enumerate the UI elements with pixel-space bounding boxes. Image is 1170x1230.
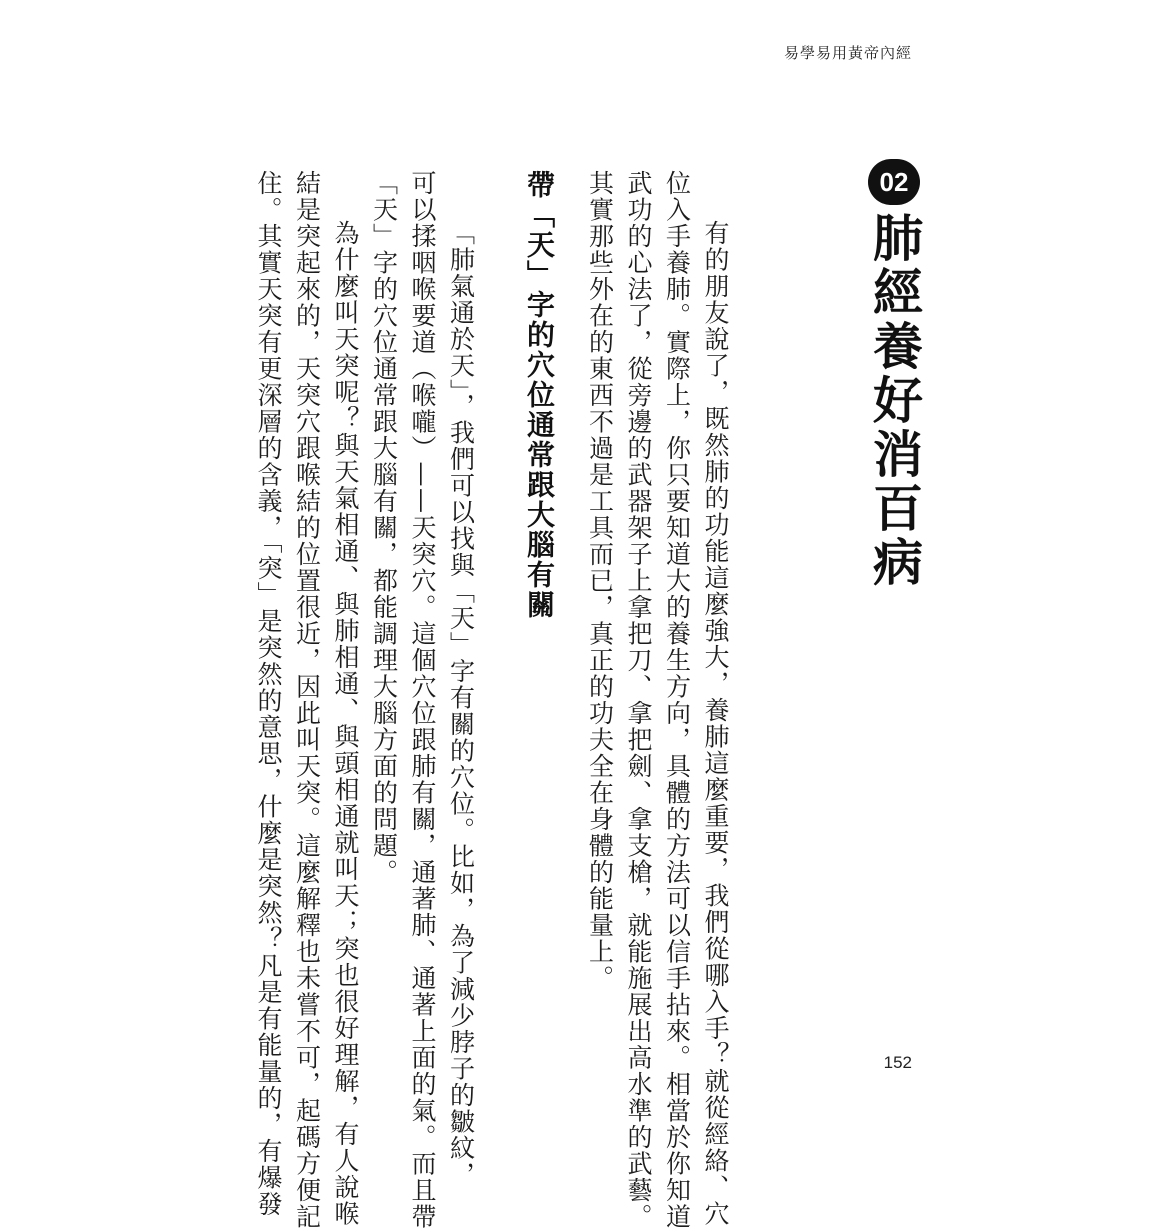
text-column: 結是突起來的，天突穴跟喉結的位置很近，因此叫天突。這麼解釋也未嘗不可，起碼方便記 bbox=[292, 170, 322, 1230]
text-column: 「肺氣通於天」，我們可以找與「天」字有關的穴位。比如，為了減少脖子的皺紋， bbox=[446, 220, 476, 1188]
running-head: 易學易用黃帝內經 bbox=[783, 44, 912, 62]
section-heading: 帶「天」字的穴位通常跟大腦有關 bbox=[523, 170, 556, 620]
text-column: 可以揉咽喉要道（喉嚨）——天突穴。這個穴位跟肺有關，通著肺、通著上面的氣。而且帶 bbox=[408, 170, 437, 1230]
chapter-number-badge: 02 bbox=[868, 159, 920, 205]
body-text bbox=[249, 170, 735, 1230]
chapter-title: 肺經養好消百病 bbox=[865, 212, 923, 590]
text-column: 住。其實天突有更深層的含義，「突」是突然的意思，什麼是突然？凡是有能量的，有爆發 bbox=[254, 170, 283, 1218]
text-column: 為什麼叫天突呢？與天氣相通、與肺相通、與頭相通就叫天；突也很好理解，有人說喉 bbox=[331, 220, 360, 1227]
text-column: 位入手養肺。實際上，你只要知道大的養生方向，具體的方法可以信手拈來。相當於你知道 bbox=[662, 170, 692, 1230]
text-column: 其實那些外在的東西不過是工具而已，真正的功夫全在身體的能量上。 bbox=[585, 170, 615, 992]
page-number: 152 bbox=[883, 1053, 912, 1072]
text-column: 有的朋友說了，既然肺的功能這麼強大，養肺這麼重要，我們從哪入手？就從經絡、穴 bbox=[701, 220, 730, 1227]
text-column: 「天」字的穴位通常跟大腦有關，都能調理大腦方面的問題。 bbox=[369, 170, 399, 886]
text-column: 武功的心法了，從旁邊的武器架子上拿把刀、拿把劍、拿支槍，就能施展出高水準的武藝。 bbox=[624, 170, 653, 1230]
